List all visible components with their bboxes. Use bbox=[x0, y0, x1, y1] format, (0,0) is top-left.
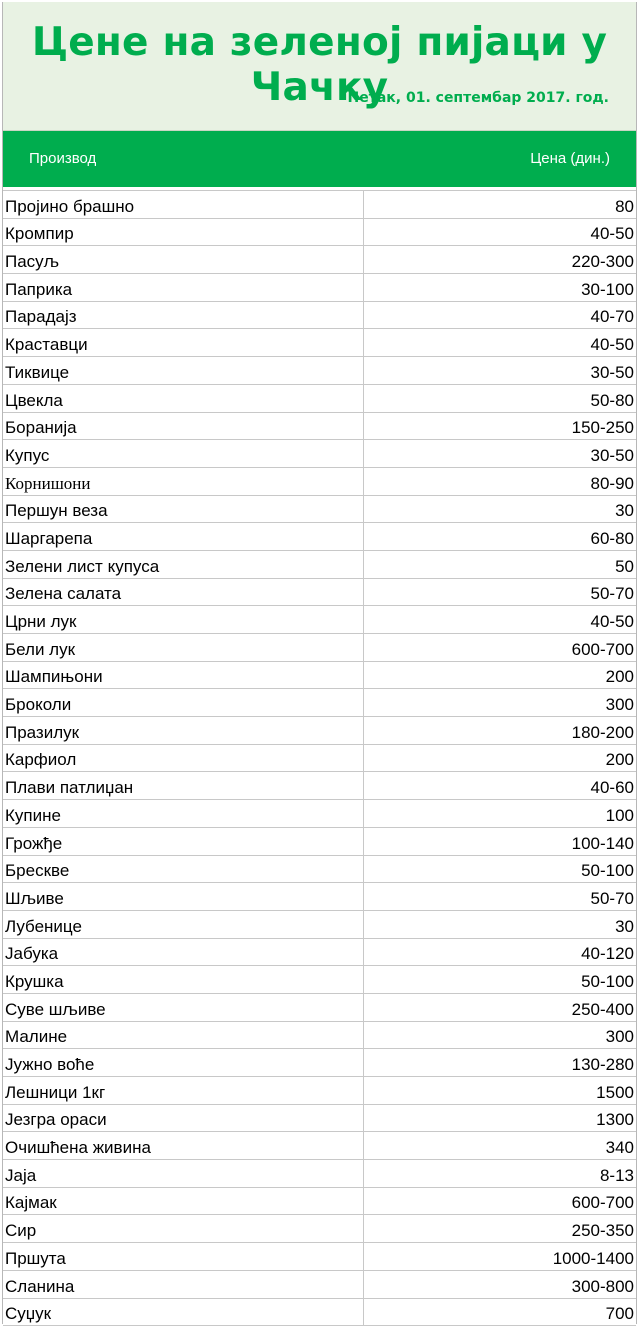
table-row bbox=[3, 1049, 636, 1077]
table-row bbox=[3, 246, 636, 274]
table-header bbox=[3, 131, 636, 187]
product-name-cell: Кајмак bbox=[3, 1187, 364, 1215]
price-cell: 40-50 bbox=[364, 218, 637, 246]
product-name-cell: Купус bbox=[3, 440, 364, 468]
product-name-cell: Тиквице bbox=[3, 357, 364, 385]
table-row bbox=[3, 717, 636, 745]
price-cell: 200 bbox=[364, 744, 637, 772]
price-cell: 30-100 bbox=[364, 274, 637, 302]
price-cell: 50-100 bbox=[364, 855, 637, 883]
price-cell: 40-70 bbox=[364, 301, 637, 329]
table-row bbox=[3, 495, 636, 523]
table-row bbox=[3, 938, 636, 966]
product-name-cell: Корнишони bbox=[3, 467, 364, 495]
price-cell: 600-700 bbox=[364, 1187, 637, 1215]
price-cell: 250-350 bbox=[364, 1215, 637, 1243]
product-name-cell: Језгра ораси bbox=[3, 1104, 364, 1132]
price-cell: 80-90 bbox=[364, 467, 637, 495]
product-name-cell: Краставци bbox=[3, 329, 364, 357]
price-cell: 340 bbox=[364, 1132, 637, 1160]
table-row bbox=[3, 274, 636, 302]
date-subtitle: Петак, 01. септембар 2017. год. bbox=[347, 90, 609, 106]
table-row bbox=[3, 689, 636, 717]
price-cell: 50-70 bbox=[364, 578, 637, 606]
product-name-cell: Јаја bbox=[3, 1160, 364, 1188]
product-name-cell: Брескве bbox=[3, 855, 364, 883]
product-name-cell: Суве шљиве bbox=[3, 993, 364, 1021]
price-cell: 30 bbox=[364, 910, 637, 938]
price-cell: 50-100 bbox=[364, 966, 637, 994]
table-row bbox=[3, 440, 636, 468]
product-name-cell: Сир bbox=[3, 1215, 364, 1243]
table-row bbox=[3, 772, 636, 800]
product-name-cell: Црни лук bbox=[3, 606, 364, 634]
table-row bbox=[3, 191, 636, 219]
table-row bbox=[3, 1104, 636, 1132]
table-row bbox=[3, 301, 636, 329]
price-cell: 60-80 bbox=[364, 523, 637, 551]
price-cell: 250-400 bbox=[364, 993, 637, 1021]
price-cell: 30-50 bbox=[364, 440, 637, 468]
product-name-cell: Шампињони bbox=[3, 661, 364, 689]
price-cell: 40-120 bbox=[364, 938, 637, 966]
table-row bbox=[3, 1298, 636, 1326]
price-cell: 130-280 bbox=[364, 1049, 637, 1077]
product-name-cell: Празилук bbox=[3, 717, 364, 745]
price-cell: 40-60 bbox=[364, 772, 637, 800]
product-name-cell: Пршута bbox=[3, 1243, 364, 1271]
table-row bbox=[3, 800, 636, 828]
product-name-cell: Паприка bbox=[3, 274, 364, 302]
column-header-price: Цена (дин.) bbox=[530, 150, 610, 167]
table-row bbox=[3, 412, 636, 440]
price-cell: 1500 bbox=[364, 1077, 637, 1105]
product-name-cell: Парадајз bbox=[3, 301, 364, 329]
table-row bbox=[3, 634, 636, 662]
table-row bbox=[3, 578, 636, 606]
product-name-cell: Пројино брашно bbox=[3, 191, 364, 219]
product-name-cell: Јужно воће bbox=[3, 1049, 364, 1077]
table-row bbox=[3, 1215, 636, 1243]
table-row bbox=[3, 661, 636, 689]
table-row bbox=[3, 966, 636, 994]
table-row bbox=[3, 1270, 636, 1298]
table-row bbox=[3, 329, 636, 357]
price-cell: 300-800 bbox=[364, 1270, 637, 1298]
price-cell: 1300 bbox=[364, 1104, 637, 1132]
price-cell: 180-200 bbox=[364, 717, 637, 745]
table-row bbox=[3, 1187, 636, 1215]
table-row bbox=[3, 606, 636, 634]
price-cell: 80 bbox=[364, 191, 637, 219]
product-name-cell: Купине bbox=[3, 800, 364, 828]
product-name-cell: Малине bbox=[3, 1021, 364, 1049]
product-name-cell: Шаргарепа bbox=[3, 523, 364, 551]
price-cell: 100-140 bbox=[364, 827, 637, 855]
product-name-cell: Першун веза bbox=[3, 495, 364, 523]
product-name-cell: Јабука bbox=[3, 938, 364, 966]
product-name-cell: Цвекла bbox=[3, 384, 364, 412]
table-row bbox=[3, 1160, 636, 1188]
product-name-cell: Крушка bbox=[3, 966, 364, 994]
product-name-cell: Лубенице bbox=[3, 910, 364, 938]
product-name-cell: Суџук bbox=[3, 1298, 364, 1326]
price-cell: 40-50 bbox=[364, 329, 637, 357]
product-name-cell: Броколи bbox=[3, 689, 364, 717]
table-row bbox=[3, 384, 636, 412]
product-name-cell: Боранија bbox=[3, 412, 364, 440]
price-cell: 300 bbox=[364, 1021, 637, 1049]
product-name-cell: Карфиол bbox=[3, 744, 364, 772]
product-name-cell: Сланина bbox=[3, 1270, 364, 1298]
table-row bbox=[3, 744, 636, 772]
price-list-sheet bbox=[2, 2, 637, 1324]
table-row bbox=[3, 883, 636, 911]
product-name-cell: Бели лук bbox=[3, 634, 364, 662]
price-cell: 700 bbox=[364, 1298, 637, 1326]
table-row bbox=[3, 1021, 636, 1049]
price-cell: 50 bbox=[364, 550, 637, 578]
page-title: Цене на зеленој пијаци у Чачку bbox=[31, 20, 608, 110]
price-cell: 30 bbox=[364, 495, 637, 523]
product-name-cell: Грожђе bbox=[3, 827, 364, 855]
table-row bbox=[3, 910, 636, 938]
product-name-cell: Зелени лист купуса bbox=[3, 550, 364, 578]
price-cell: 600-700 bbox=[364, 634, 637, 662]
price-cell: 220-300 bbox=[364, 246, 637, 274]
table-row bbox=[3, 523, 636, 551]
table-row bbox=[3, 827, 636, 855]
product-name-cell: Пасуљ bbox=[3, 246, 364, 274]
price-cell: 8-13 bbox=[364, 1160, 637, 1188]
title-block bbox=[3, 2, 636, 131]
table-row bbox=[3, 218, 636, 246]
table-row bbox=[3, 1243, 636, 1271]
product-name-cell: Шљиве bbox=[3, 883, 364, 911]
price-cell: 100 bbox=[364, 800, 637, 828]
price-cell: 150-250 bbox=[364, 412, 637, 440]
price-cell: 50-80 bbox=[364, 384, 637, 412]
price-cell: 40-50 bbox=[364, 606, 637, 634]
table-row bbox=[3, 467, 636, 495]
table-row bbox=[3, 1132, 636, 1160]
price-cell: 1000-1400 bbox=[364, 1243, 637, 1271]
product-name-cell: Зелена салата bbox=[3, 578, 364, 606]
column-header-product: Производ bbox=[29, 150, 97, 167]
price-cell: 50-70 bbox=[364, 883, 637, 911]
table-row bbox=[3, 855, 636, 883]
price-table bbox=[3, 190, 636, 1326]
product-name-cell: Плави патлиџан bbox=[3, 772, 364, 800]
product-name-cell: Кромпир bbox=[3, 218, 364, 246]
table-row bbox=[3, 550, 636, 578]
table-row bbox=[3, 357, 636, 385]
price-cell: 30-50 bbox=[364, 357, 637, 385]
table-row bbox=[3, 1077, 636, 1105]
product-name-cell: Лешници 1кг bbox=[3, 1077, 364, 1105]
price-cell: 300 bbox=[364, 689, 637, 717]
table-row bbox=[3, 993, 636, 1021]
product-name-cell: Очишћена живина bbox=[3, 1132, 364, 1160]
price-cell: 200 bbox=[364, 661, 637, 689]
price-table-body bbox=[3, 191, 636, 1326]
